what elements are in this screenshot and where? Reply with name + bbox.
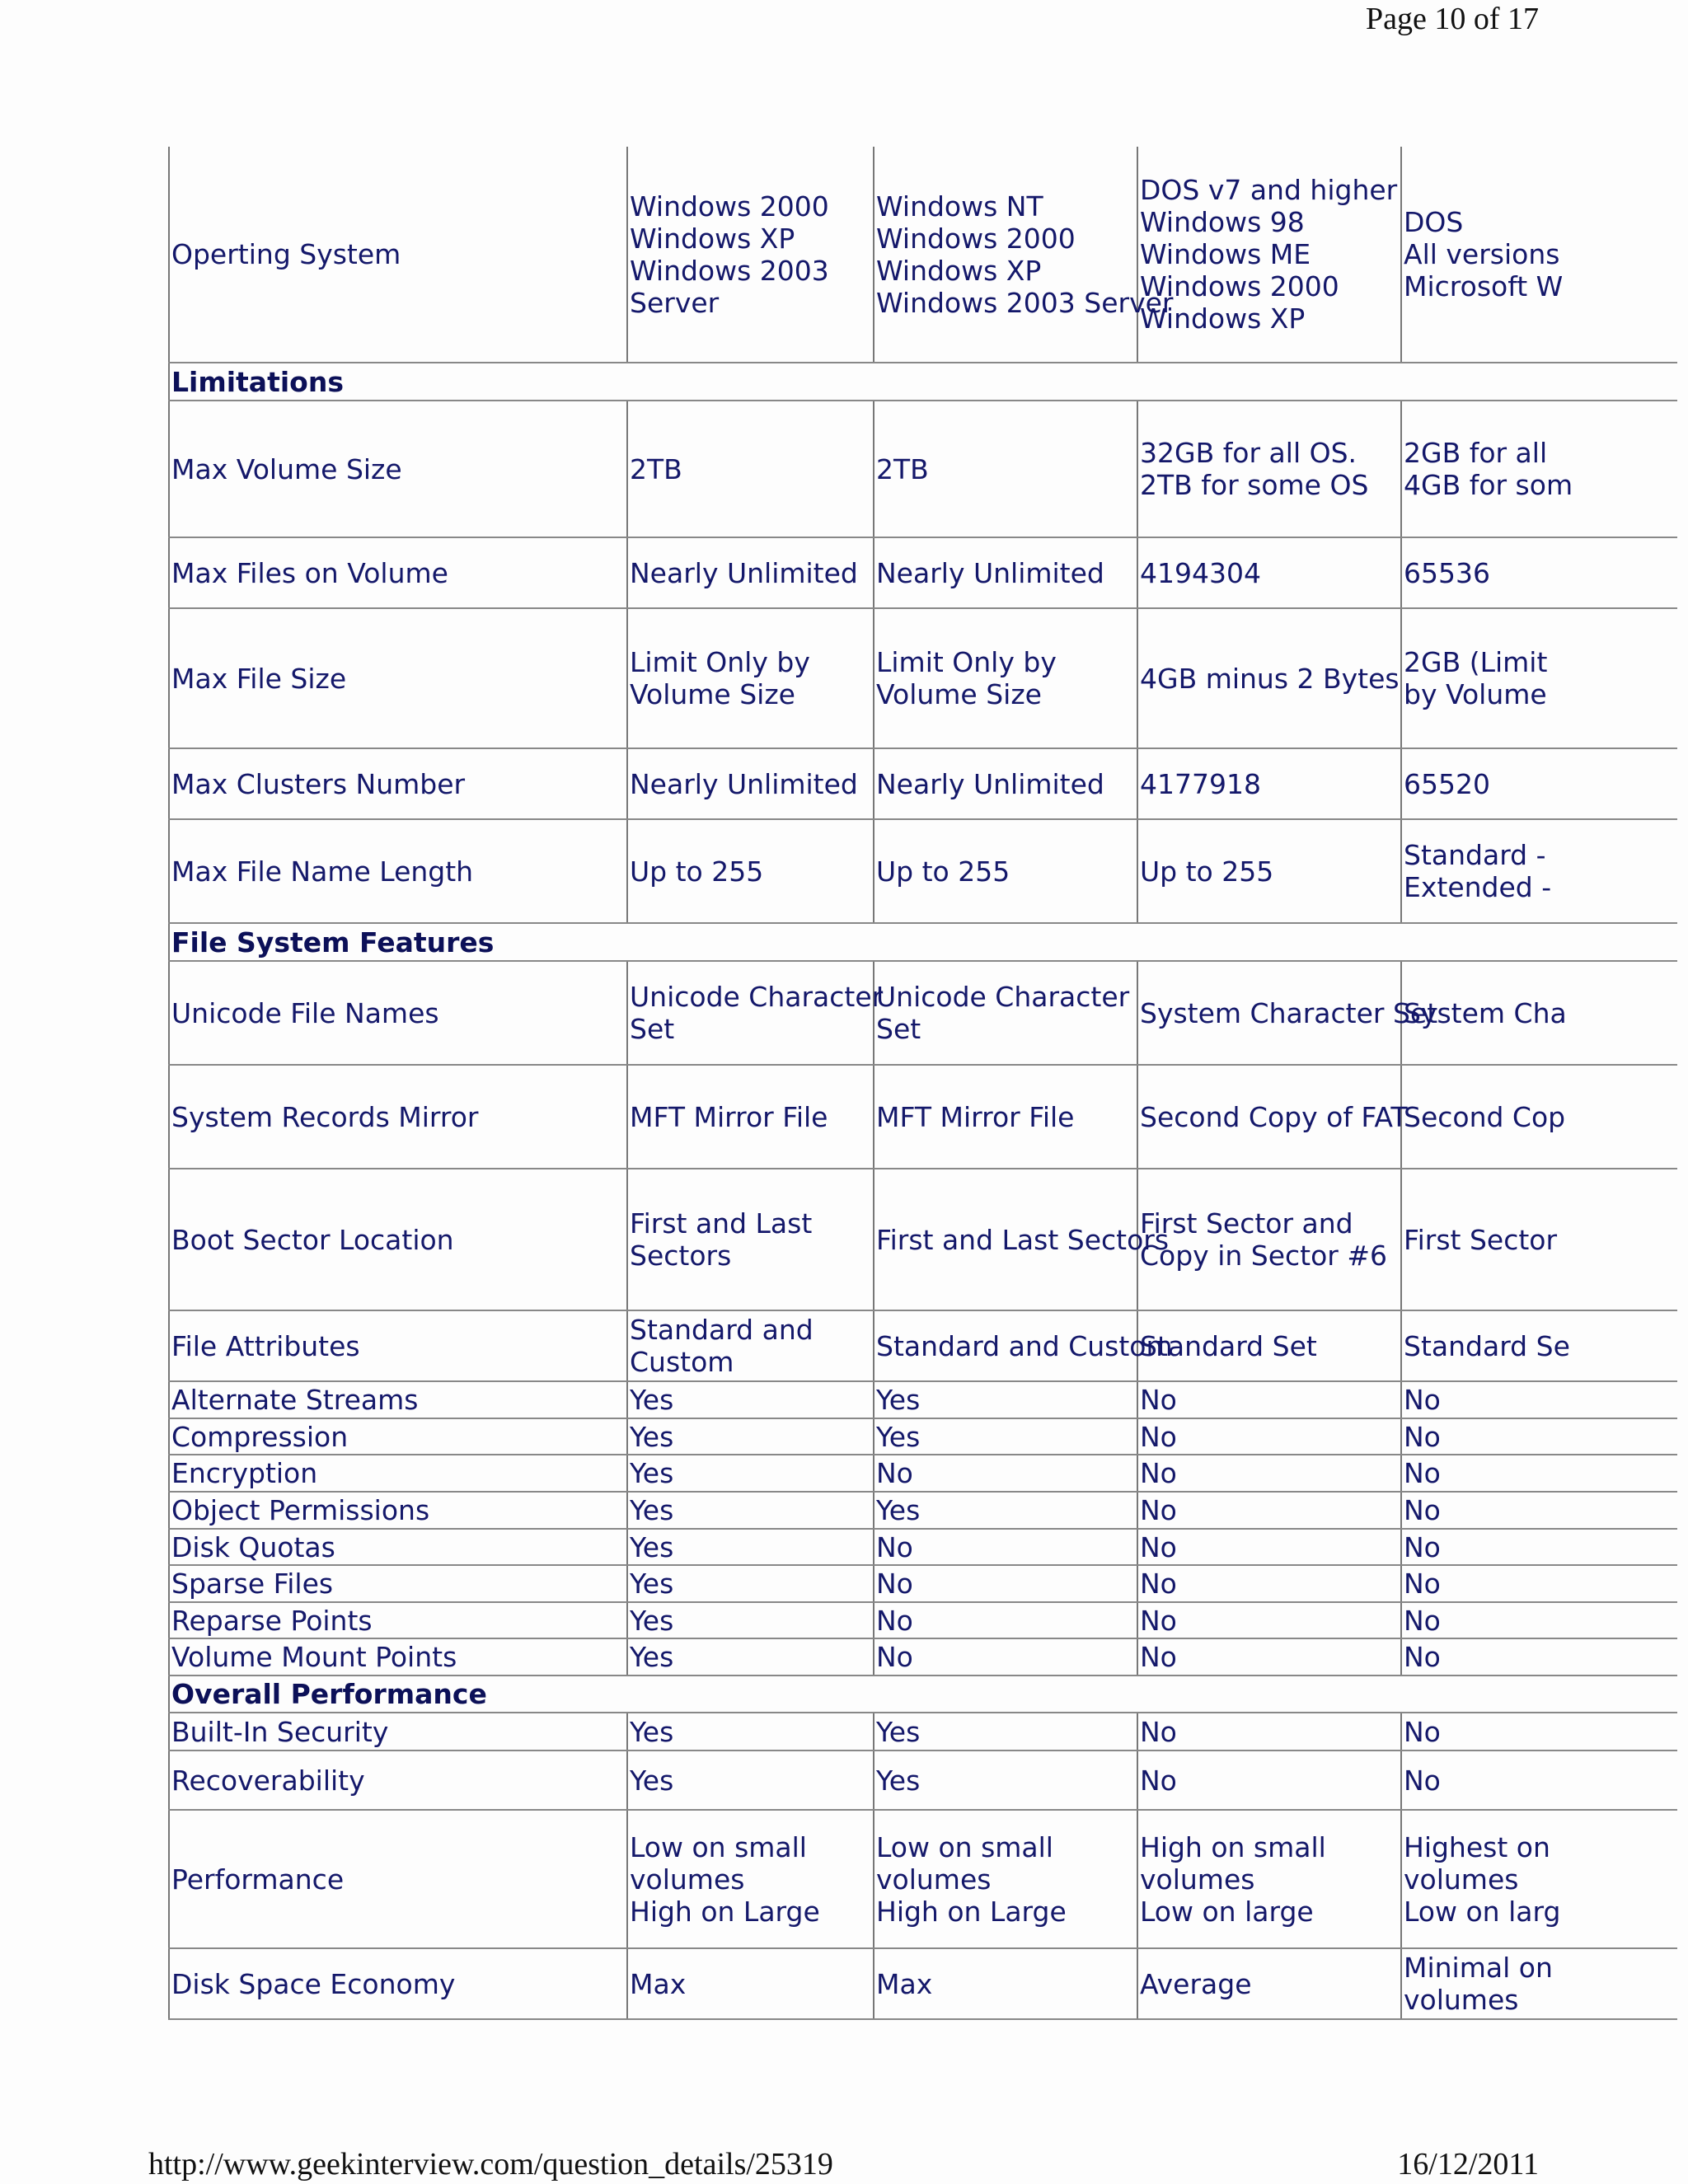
table-cell (627, 1713, 874, 1750)
cell-text-line: Windows XP (1140, 302, 1306, 335)
table-cell (1401, 961, 1677, 1065)
table-cell (874, 1638, 1137, 1675)
cell-text-line: No (876, 1641, 913, 1673)
cell-text-line: volumes (1140, 1863, 1255, 1896)
cell-text-line: Standard Se (1404, 1329, 1570, 1362)
cell-text-line: First and Last Sectors (876, 1223, 1170, 1256)
cell-text-line: Set (876, 1013, 921, 1045)
cell-text-line: High on Large (876, 1895, 1067, 1928)
table-cell (874, 537, 1137, 608)
cell-text-line: Windows ME (1140, 238, 1311, 270)
table-cell (874, 147, 1174, 363)
table-row (169, 1602, 1677, 1638)
cell-text-line: Windows NT (876, 190, 1043, 223)
table-cell (874, 1948, 1137, 2019)
table-row (169, 1529, 1677, 1565)
cell-text-line: System Character Set (1140, 996, 1438, 1029)
cell-text-line: 4GB for som (1404, 469, 1573, 501)
cell-text-line: First Sector (1404, 1223, 1558, 1256)
table-cell (627, 147, 874, 363)
table-cell (627, 1310, 874, 1381)
row-label: Object Permissions (169, 1492, 627, 1529)
table-cell (874, 608, 1137, 748)
table-row (169, 1948, 1677, 2019)
table-cell (1137, 819, 1401, 923)
cell-text-line: Minimal on (1404, 1952, 1553, 1984)
table-cell (627, 1565, 874, 1602)
table-cell (627, 1948, 874, 2019)
cell-text-line: Yes (630, 1641, 674, 1673)
cell-text-line: No (1404, 1604, 1441, 1637)
table-cell (1137, 1169, 1401, 1310)
cell-text-line: Server (630, 286, 720, 319)
cell-text-line: DOS v7 and higher (1140, 174, 1398, 206)
table-row (169, 608, 1677, 748)
row-label: Max Files on Volume (169, 537, 627, 608)
row-label: Max Volume Size (169, 401, 627, 537)
cell-text-line: Nearly Unlimited (876, 767, 1104, 800)
footer-date: 16/12/2011 (1397, 2147, 1539, 2182)
table-cell (1137, 961, 1438, 1065)
table-row (169, 1418, 1677, 1455)
cell-text-line: Up to 255 (1140, 855, 1274, 888)
table-cell (1401, 1750, 1677, 1810)
table-cell (1137, 401, 1401, 537)
table-cell (1137, 1065, 1408, 1169)
cell-text-line: Max (630, 1967, 687, 2000)
table-cell (627, 1638, 874, 1675)
cell-text-line: No (1404, 1764, 1441, 1797)
table-cell (1137, 1948, 1401, 2019)
cell-text-line: Windows 98 (1140, 206, 1305, 238)
table-cell (874, 1529, 1137, 1565)
table-cell (1137, 1455, 1401, 1492)
table-cell (627, 1455, 874, 1492)
table-cell (874, 1455, 1137, 1492)
cell-text-line: No (1404, 1568, 1441, 1600)
row-label: Performance (169, 1810, 627, 1948)
cell-text-line: Yes (876, 1764, 921, 1797)
table-cell (1401, 1455, 1677, 1492)
table-cell (874, 1810, 1137, 1948)
cell-text-line: System Cha (1404, 996, 1567, 1029)
table-cell (1401, 1529, 1677, 1565)
table-row (169, 1565, 1677, 1602)
cell-text-line: 4194304 (1140, 556, 1261, 589)
cell-text-line: No (1140, 1604, 1177, 1637)
row-label: Sparse Files (169, 1565, 627, 1602)
table-cell (627, 1065, 874, 1169)
table-cell (1401, 748, 1677, 819)
cell-text-line: No (1140, 1384, 1177, 1416)
cell-text-line: Standard - (1404, 839, 1546, 871)
cell-text-line: Up to 255 (876, 855, 1010, 888)
table-cell (1401, 537, 1677, 608)
row-label: Unicode File Names (169, 961, 627, 1065)
table-row (169, 1310, 1677, 1381)
cell-text-line: No (1404, 1384, 1441, 1416)
table-cell (1401, 1713, 1677, 1750)
cell-text-line: No (876, 1568, 913, 1600)
cell-text-line: Yes (630, 1420, 674, 1453)
table-cell (1401, 1565, 1677, 1602)
table-cell (627, 608, 874, 748)
cell-text-line: No (1140, 1568, 1177, 1600)
cell-text-line: 65520 (1404, 767, 1490, 800)
cell-text-line: No (1404, 1715, 1441, 1748)
table-cell (1401, 401, 1677, 537)
row-label: Max Clusters Number (169, 748, 627, 819)
cell-text-line: Extended - (1404, 871, 1552, 903)
cell-text-line: No (1140, 1764, 1177, 1797)
row-label: Recoverability (169, 1750, 627, 1810)
table-row (169, 961, 1677, 1065)
table-cell (1401, 819, 1677, 923)
table-cell (1137, 1810, 1401, 1948)
table-row (169, 748, 1677, 819)
section-row (169, 363, 1677, 401)
cell-text-line: Volume Size (630, 678, 795, 710)
cell-text-line: No (1404, 1641, 1441, 1673)
table-row (169, 1638, 1677, 1675)
row-label: Operting System (169, 147, 627, 363)
table-cell (1137, 1713, 1401, 1750)
cell-text-line: Low on larg (1404, 1895, 1561, 1928)
cell-text-line: Second Cop (1404, 1100, 1566, 1133)
table-cell (1137, 1310, 1401, 1381)
cell-text-line: 32GB for all OS. (1140, 437, 1357, 469)
cell-text-line: Windows XP (630, 222, 795, 255)
section-heading: Limitations (169, 363, 1677, 401)
comparison-table-container (168, 147, 1573, 2026)
table-cell (627, 1602, 874, 1638)
cell-text-line: Yes (630, 1764, 674, 1797)
cell-text-line: Standard Set (1140, 1329, 1317, 1362)
table-cell (1401, 1381, 1677, 1418)
row-label: Max File Size (169, 608, 627, 748)
table-cell (627, 961, 884, 1065)
table-cell (1137, 1529, 1401, 1565)
cell-text-line: DOS (1404, 206, 1464, 238)
cell-text-line: by Volume (1404, 678, 1547, 710)
cell-text-line: No (876, 1530, 913, 1563)
table-cell (1401, 1948, 1677, 2019)
cell-text-line: Max (876, 1967, 933, 2000)
table-cell (627, 1169, 874, 1310)
table-cell (627, 819, 874, 923)
table-row (169, 1713, 1677, 1750)
cell-text-line: 2TB (876, 452, 929, 485)
table-row (169, 401, 1677, 537)
table-cell (1137, 1750, 1401, 1810)
table-cell (1401, 147, 1677, 363)
table-cell (1401, 1169, 1677, 1310)
table-cell (874, 819, 1137, 923)
row-label: Compression (169, 1418, 627, 1455)
cell-text-line: Copy in Sector #6 (1140, 1240, 1387, 1272)
cell-text-line: Windows 2003 Server (876, 286, 1174, 319)
table-row (169, 1065, 1677, 1169)
cell-text-line: 65536 (1404, 556, 1490, 589)
table-cell (627, 537, 874, 608)
cell-text-line: No (1404, 1457, 1441, 1489)
cell-text-line: Unicode Character (630, 981, 884, 1013)
cell-text-line: Microsoft W (1404, 270, 1564, 302)
table-cell (1401, 608, 1677, 748)
cell-text-line: All versions (1404, 238, 1560, 270)
cell-text-line: Windows 2000 (876, 222, 1076, 255)
cell-text-line: Standard and Custom (876, 1329, 1173, 1362)
cell-text-line: Yes (630, 1530, 674, 1563)
row-label: Volume Mount Points (169, 1638, 627, 1675)
cell-text-line: Yes (876, 1420, 921, 1453)
cell-text-line: Standard and (630, 1314, 814, 1346)
cell-text-line: No (1140, 1420, 1177, 1453)
cell-text-line: Average (1140, 1967, 1252, 2000)
table-cell (1137, 1418, 1401, 1455)
cell-text-line: Yes (630, 1384, 674, 1416)
cell-text-line: No (876, 1604, 913, 1637)
cell-text-line: No (1404, 1494, 1441, 1526)
table-row (169, 1381, 1677, 1418)
cell-text-line: Windows 2000 (1140, 270, 1339, 302)
cell-text-line: MFT Mirror File (630, 1100, 828, 1133)
table-cell (874, 1310, 1173, 1381)
table-cell (1137, 1492, 1401, 1529)
cell-text-line: Unicode Character (876, 981, 1130, 1013)
row-label: Reparse Points (169, 1602, 627, 1638)
cell-text-line: First Sector and (1140, 1207, 1353, 1240)
cell-text-line: First and Last (630, 1207, 813, 1240)
file-system-comparison-table (168, 147, 1677, 2020)
cell-text-line: MFT Mirror File (876, 1100, 1075, 1133)
table-row (169, 819, 1677, 923)
table-cell (1137, 1565, 1401, 1602)
cell-text-line: Nearly Unlimited (630, 556, 858, 589)
table-cell (874, 1065, 1137, 1169)
cell-text-line: Low on large (1140, 1895, 1314, 1928)
cell-text-line: volumes (1404, 1984, 1519, 2016)
table-cell (627, 1381, 874, 1418)
table-cell (874, 748, 1137, 819)
section-row (169, 923, 1677, 961)
table-cell (1401, 1638, 1677, 1675)
row-label: Disk Quotas (169, 1529, 627, 1565)
row-label: Boot Sector Location (169, 1169, 627, 1310)
table-cell (1137, 537, 1401, 608)
table-cell (1401, 1492, 1677, 1529)
cell-text-line: Limit Only by (876, 646, 1057, 678)
cell-text-line: No (1140, 1530, 1177, 1563)
table-cell (874, 1565, 1137, 1602)
cell-text-line: Yes (630, 1494, 674, 1526)
footer-url: http://www.geekinterview.com/question_details/25319 (148, 2147, 833, 2182)
table-cell (874, 961, 1137, 1065)
table-cell (1401, 1810, 1677, 1948)
cell-text-line: Yes (876, 1494, 921, 1526)
cell-text-line: No (876, 1457, 913, 1489)
table-cell (627, 1529, 874, 1565)
cell-text-line: Second Copy of FAT (1140, 1100, 1408, 1133)
table-cell (627, 1492, 874, 1529)
cell-text-line: Yes (630, 1715, 674, 1748)
section-heading: File System Features (169, 923, 1677, 961)
table-row (169, 1810, 1677, 1948)
table-cell (874, 1492, 1137, 1529)
row-label: System Records Mirror (169, 1065, 627, 1169)
table-cell (874, 1418, 1137, 1455)
section-heading: Overall Performance (169, 1675, 1677, 1713)
cell-text-line: 4177918 (1140, 767, 1261, 800)
cell-text-line: 2GB (Limit (1404, 646, 1548, 678)
table-cell (874, 401, 1137, 537)
row-label: Max File Name Length (169, 819, 627, 923)
cell-text-line: volumes (1404, 1863, 1519, 1896)
cell-text-line: Volume Size (876, 678, 1042, 710)
table-row (169, 147, 1677, 363)
cell-text-line: volumes (876, 1863, 992, 1896)
table-cell (1401, 1418, 1677, 1455)
cell-text-line: Nearly Unlimited (876, 556, 1104, 589)
row-label: Built-In Security (169, 1713, 627, 1750)
table-cell (1137, 748, 1401, 819)
cell-text-line: High on small (1140, 1830, 1326, 1863)
row-label: Alternate Streams (169, 1381, 627, 1418)
table-cell (1401, 1310, 1677, 1381)
table-cell (1137, 608, 1401, 748)
table-cell (1137, 147, 1401, 363)
table-cell (1137, 1602, 1401, 1638)
table-cell (874, 1713, 1137, 1750)
cell-text-line: Low on small (876, 1830, 1053, 1863)
row-label: Encryption (169, 1455, 627, 1492)
table-cell (1401, 1602, 1677, 1638)
cell-text-line: Up to 255 (630, 855, 764, 888)
cell-text-line: Yes (630, 1604, 674, 1637)
cell-text-line: Yes (876, 1715, 921, 1748)
table-row (169, 1455, 1677, 1492)
cell-text-line: No (1404, 1530, 1441, 1563)
cell-text-line: Sectors (630, 1240, 732, 1272)
table-row (169, 1492, 1677, 1529)
cell-text-line: Windows 2003 (630, 254, 829, 287)
table-cell (627, 748, 874, 819)
cell-text-line: Nearly Unlimited (630, 767, 858, 800)
cell-text-line: Limit Only by (630, 646, 810, 678)
table-cell (1401, 1065, 1677, 1169)
table-row (169, 1750, 1677, 1810)
cell-text-line: volumes (630, 1863, 745, 1896)
table-cell (1137, 1381, 1401, 1418)
cell-text-line: No (1140, 1494, 1177, 1526)
cell-text-line: Yes (630, 1457, 674, 1489)
cell-text-line: No (1140, 1457, 1177, 1489)
cell-text-line: No (1140, 1641, 1177, 1673)
section-row (169, 1675, 1677, 1713)
cell-text-line: Low on small (630, 1830, 807, 1863)
row-label: File Attributes (169, 1310, 627, 1381)
table-cell (627, 1750, 874, 1810)
row-label: Disk Space Economy (169, 1948, 627, 2019)
cell-text-line: 4GB minus 2 Bytes (1140, 662, 1400, 695)
cell-text-line: Highest on (1404, 1830, 1550, 1863)
cell-text-line: 2TB (630, 452, 682, 485)
page-number: Page 10 of 17 (1365, 2, 1539, 36)
cell-text-line: 2GB for all (1404, 437, 1548, 469)
table-row (169, 537, 1677, 608)
cell-text-line: Yes (630, 1568, 674, 1600)
table-cell (874, 1750, 1137, 1810)
cell-text-line: Windows XP (876, 254, 1042, 287)
cell-text-line: Custom (630, 1346, 734, 1378)
cell-text-line: Yes (876, 1384, 921, 1416)
cell-text-line: Set (630, 1013, 675, 1045)
table-cell (627, 1810, 874, 1948)
cell-text-line: No (1404, 1420, 1441, 1453)
table-cell (1137, 1638, 1401, 1675)
cell-text-line: No (1140, 1715, 1177, 1748)
table-row (169, 1169, 1677, 1310)
table-cell (874, 1169, 1170, 1310)
cell-text-line: Windows 2000 (630, 190, 829, 223)
table-cell (874, 1602, 1137, 1638)
table-cell (627, 1418, 874, 1455)
table-cell (627, 401, 874, 537)
cell-text-line: High on Large (630, 1895, 820, 1928)
cell-text-line: 2TB for some OS (1140, 469, 1369, 501)
table-cell (874, 1381, 1137, 1418)
